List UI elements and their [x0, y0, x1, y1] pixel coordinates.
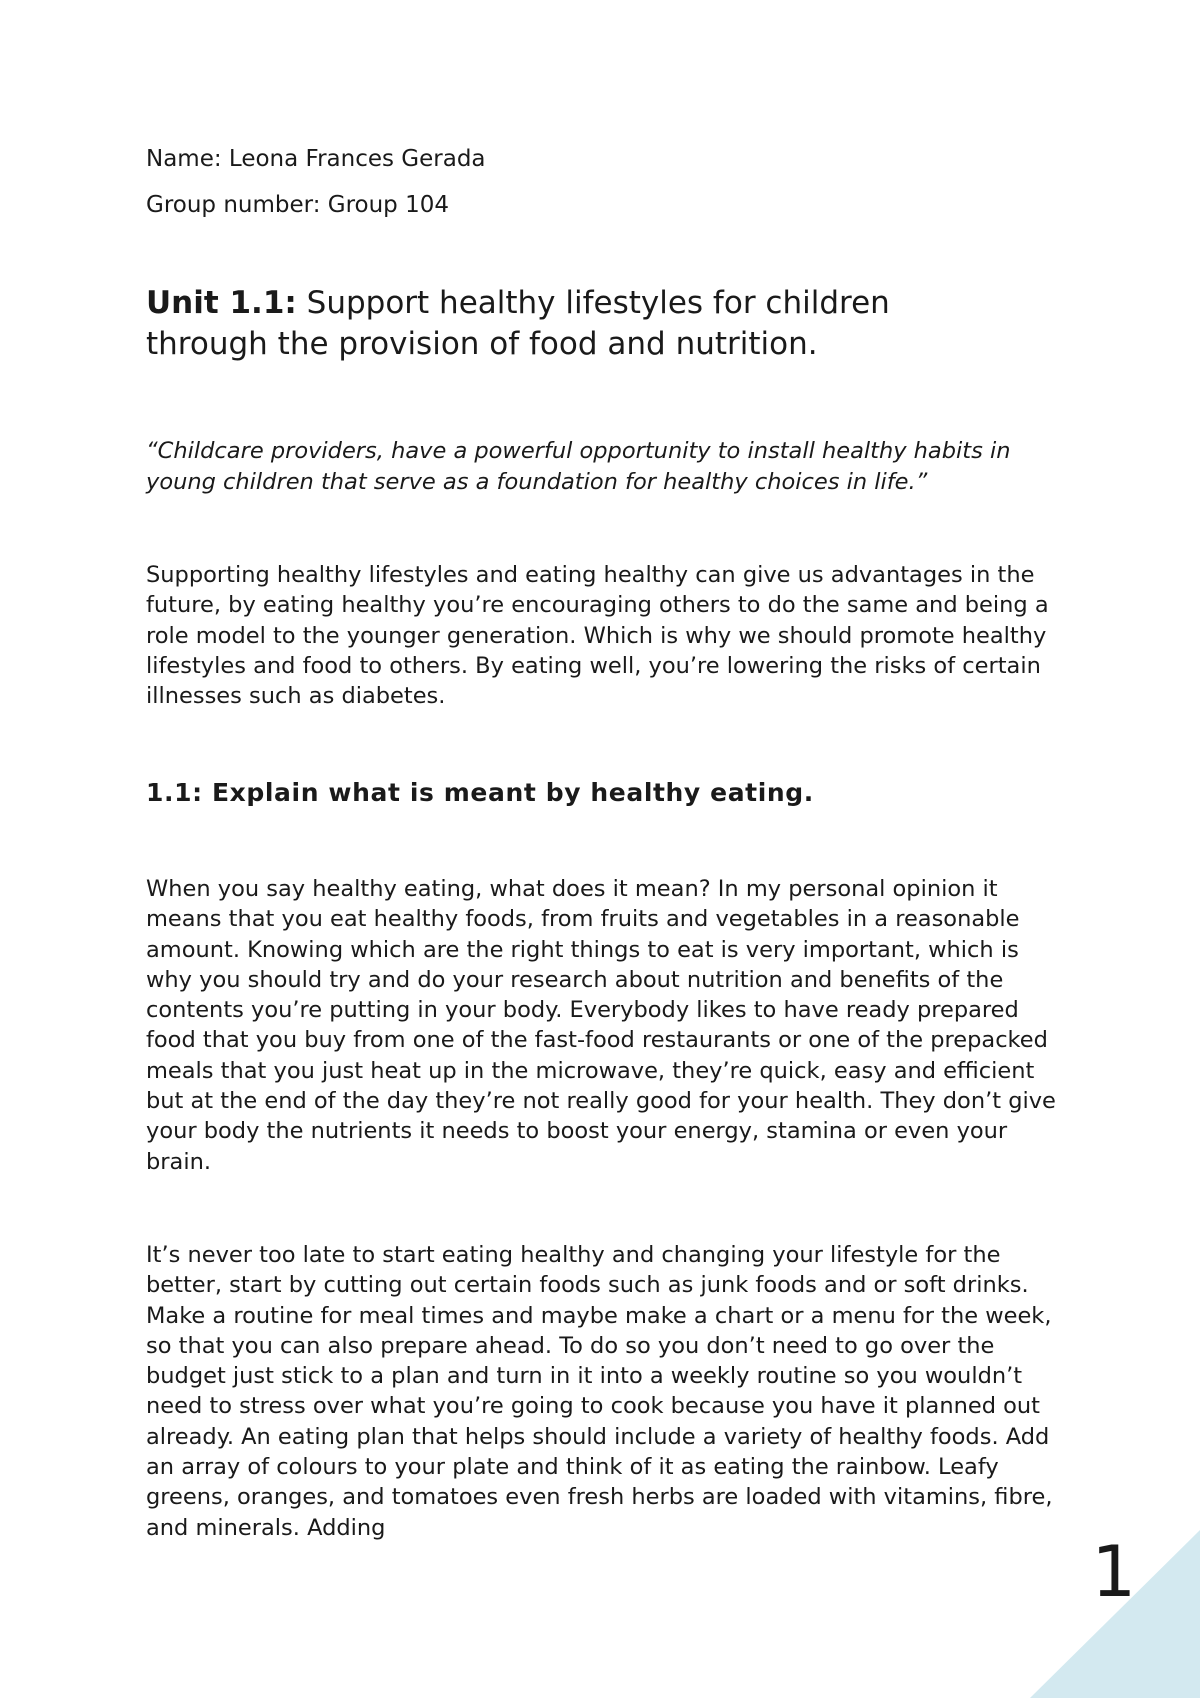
intro-quote: “Childcare providers, have a powerful opportunity to install healthy habits in young children that serve as a foundation for healthy choices in life.” [146, 438, 1011, 495]
section-heading: 1.1: Explain what is meant by healthy eating. [146, 778, 814, 807]
unit-title [146, 283, 946, 365]
group-number: Group number: Group 104 [146, 192, 449, 218]
student-name: Name: Leona Frances Gerada [146, 146, 486, 172]
body-paragraph: It’s never too late to start eating healthy and changing your lifestyle for the better, start by cutting out certain foods such as junk foods and or soft drinks. Make a routine for meal times and maybe make a chart or a menu for the week, so that you can also prepare ahead. To do so you don’t need to go over the budget just stick to a plan and turn in it into a weekly routine so you wouldn’t need to stress over what you’re going to cook because you have it planned out already. An eating plan that helps should include a variety of healthy foods. Add an array of colours to your plate and think of it as eating the rainbow. Leafy greens, oranges, and tomatoes even fresh herbs are loaded with vitamins, fibre, and minerals. Adding [146, 1242, 1053, 1541]
page-number: 1 [1091, 1531, 1136, 1613]
unit-title-text: Support healthy lifestyles for children through the provision of food and nutrition. [146, 285, 890, 362]
intro-paragraph: Supporting healthy lifestyles and eating healthy can give us advantages in the future, by eating healthy you’re encouraging others to do the same and being a role model to the younger generation. Which is why we should promote healthy lifestyles and food to others. By eating well, you’re lowering the risks of certain illnesses such as diabetes. [146, 562, 1049, 710]
body-paragraph: When you say healthy eating, what does it mean? In my personal opinion it means that you eat healthy foods, from fruits and vegetables in a reasonable amount. Knowing which are the right things to eat is very important, which is why you should try and do your research about nutrition and benefits of the contents you’re putting in your body. Everybody likes to have ready prepared food that you buy from one of the fast-food restaurants or one of the prepacked meals that you just heat up in the microwave, they’re quick, easy and efficient but at the end of the day they’re not really good for your health. They don’t give your body the nutrients it needs to boost your energy, stamina or even your brain. [146, 876, 1056, 1175]
unit-label: Unit 1.1: [146, 285, 297, 321]
